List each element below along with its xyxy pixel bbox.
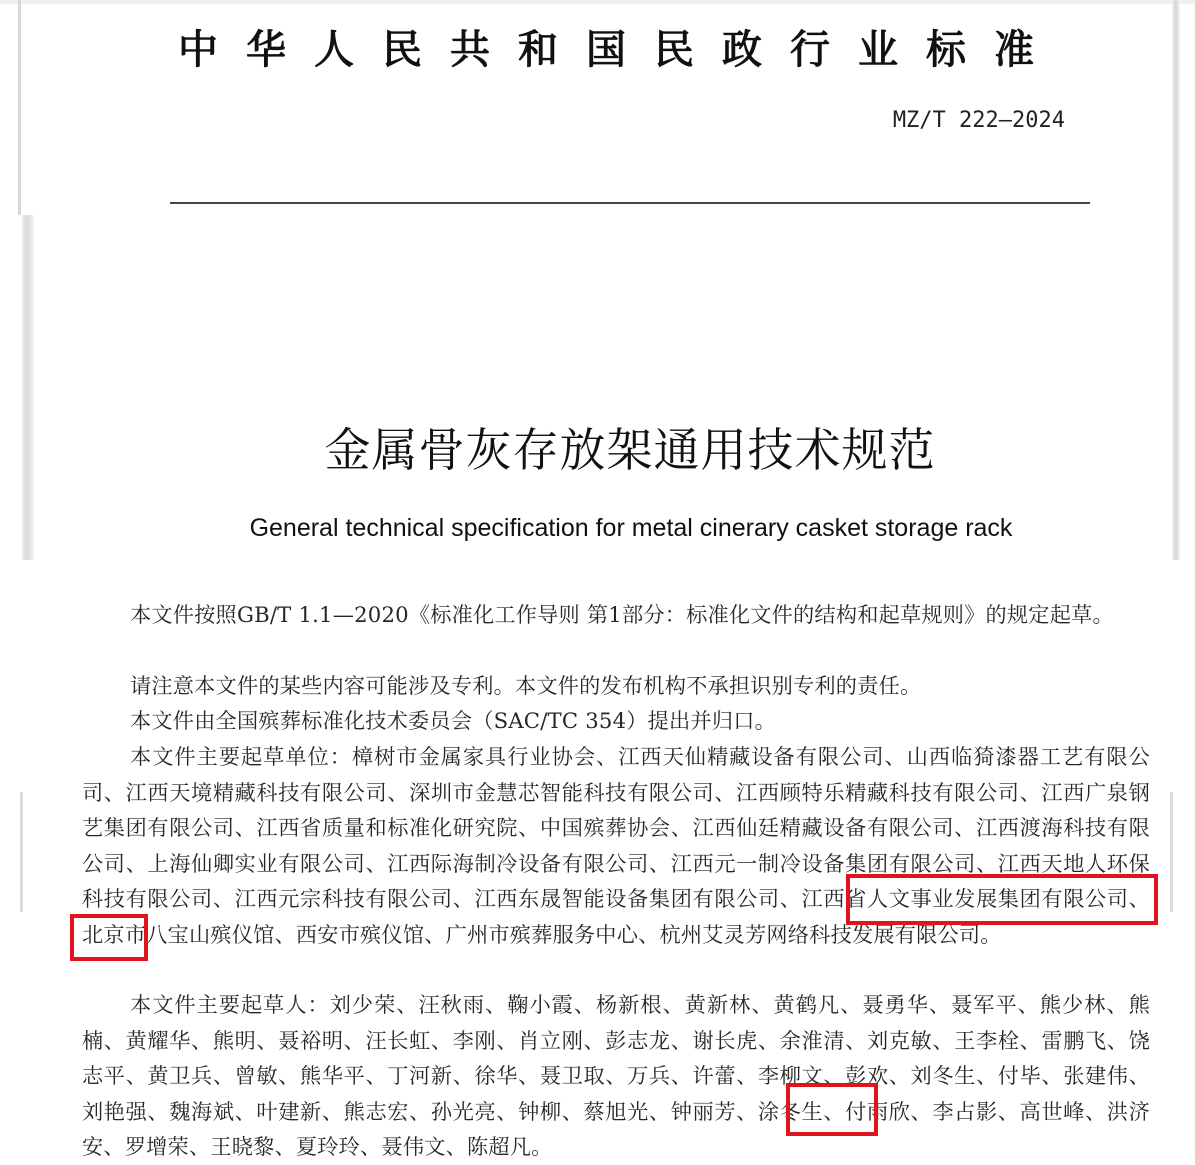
foreword-page (0, 560, 1195, 1164)
standard-type-heading: 中华人民共和国民政行业标准 (178, 27, 1062, 73)
foreword-paragraph-proposer: 本文件由全国殡葬标准化技术委员会（SAC/TC 354）提出并归口。 (130, 708, 776, 733)
standard-cover-page (0, 0, 1195, 560)
foreword-paragraph-drafting-rules: 本文件按照GB/T 1.1—2020《标准化工作导则 第1部分：标准化文件的结构和起草规则》的规定起草。 (130, 602, 1114, 627)
document-title-en: General technical specification for metal cinerary casket storage rack (249, 514, 1013, 542)
document-title-cn: 金属骨灰存放架通用技术规范 (324, 423, 936, 477)
page-top-edge (0, 0, 1195, 4)
page-right-edge (1170, 792, 1173, 912)
page-left-shadow (22, 215, 34, 560)
standard-code: MZ/T 222—2024 (892, 108, 1065, 133)
page-left-edge (18, 0, 21, 215)
foreword-paragraph-drafters: 本文件主要起草人：刘少荣、汪秋雨、鞠小霞、杨新根、黄新林、黄鹤凡、聂勇华、聂军平、熊少林、熊楠、黄耀华、熊明、聂裕明、汪长虹、李刚、肖立刚、彭志龙、谢长虎、余淮清、刘克敏、王李栓、雷鹏飞、饶志平、黄卫兵、曾敏、熊华平、丁河新、徐华、聂卫取、万兵、许蕾、李柳文、彭欢、刘冬生、付毕、张建伟、刘艳强、魏海斌、叶建新、熊志宏、孙光亮、钟柳、蔡旭光、钟丽芳、涂冬生、付雨欣、李占影、高世峰、洪济安、罗增荣、王晓黎、夏玲玲、聂伟文、陈超凡。 (82, 992, 1150, 1159)
foreword-paragraph-drafting-units: 本文件主要起草单位：樟树市金属家具行业协会、江西天仙精藏设备有限公司、山西临猗漆器工艺有限公司、江西天境精藏科技有限公司、深圳市金慧芯智能科技有限公司、江西顾特乐精藏科技有限公司、江西广泉钢艺集团有限公司、江西省质量和标准化研究院、中国殡葬协会、江西仙廷精藏设备有限公司、江西渡海科技有限公司、上海仙卿实业有限公司、江西际海制冷设备有限公司、江西元一制冷设备集团有限公司、江西天地人环保科技有限公司、江西元宗科技有限公司、江西东晟智能设备集团有限公司、江西省人文事业发展集团有限公司、北京市八宝山殡仪馆、西安市殡仪馆、广州市殡葬服务中心、杭州艾灵芳网络科技发展有限公司。 (82, 744, 1150, 947)
foreword-paragraph-patent-notice: 请注意本文件的某些内容可能涉及专利。本文件的发布机构不承担识别专利的责任。 (130, 673, 922, 698)
page-left-edge (20, 792, 23, 912)
header-divider (170, 202, 1090, 204)
